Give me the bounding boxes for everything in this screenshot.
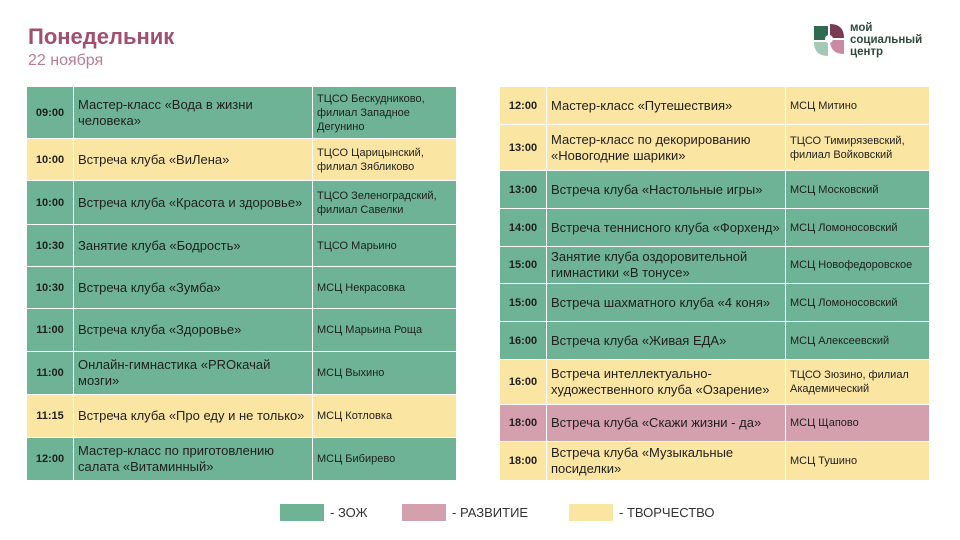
legend-label: - ТВОРЧЕСТВО <box>619 505 715 520</box>
event-location: МСЦ Новофедоровское <box>786 247 930 284</box>
schedule-row <box>27 309 457 352</box>
event-location: МСЦ Щапово <box>786 405 930 442</box>
event-location: ТЦСО Царицынский, филиал Зябликово <box>313 139 457 181</box>
event-title: Мастер-класс «Вода в жизни человека» <box>74 87 313 139</box>
event-location: МСЦ Ломоносовский <box>786 284 930 322</box>
schedule-row <box>27 438 457 481</box>
event-title: Встреча клуба «Настольные игры» <box>547 171 786 209</box>
event-time: 11:00 <box>27 352 74 395</box>
event-title: Встреча теннисного клуба «Форхенд» <box>547 209 786 247</box>
event-time: 16:00 <box>500 322 547 360</box>
logo-text-line: мой <box>850 22 873 34</box>
event-title: Занятие клуба «Бодрость» <box>74 225 313 267</box>
event-time: 14:00 <box>500 209 547 247</box>
event-time: 11:15 <box>27 395 74 438</box>
schedule-table-left <box>26 86 457 481</box>
event-time: 18:00 <box>500 405 547 442</box>
event-title: Встреча клуба «Про еду и не только» <box>74 395 313 438</box>
brand-logo <box>812 20 942 72</box>
event-location: ТЦСО Зеленоградский, филиал Савелки <box>313 181 457 225</box>
schedule-row <box>500 322 930 360</box>
event-time: 10:00 <box>27 181 74 225</box>
event-title: Встреча клуба «Музыкальные посиделки» <box>547 442 786 481</box>
event-time: 16:00 <box>500 360 547 405</box>
legend-label: - РАЗВИТИЕ <box>452 505 529 520</box>
event-location: МСЦ Ломоносовский <box>786 209 930 247</box>
event-time: 10:30 <box>27 267 74 309</box>
event-location: МСЦ Алексеевский <box>786 322 930 360</box>
schedule-row <box>500 209 930 247</box>
event-title: Встреча клуба «Красота и здоровье» <box>74 181 313 225</box>
schedule-row <box>500 171 930 209</box>
event-title: Онлайн-гимнастика «PROкачай мозги» <box>74 352 313 395</box>
event-title: Встреча интеллектуально-художественного клуба «Озарение» <box>547 360 786 405</box>
schedule-row <box>500 87 930 125</box>
logo-text-line: центр <box>850 46 884 58</box>
schedule-row <box>27 267 457 309</box>
schedule-row <box>27 181 457 225</box>
schedule-row <box>27 87 457 139</box>
event-location: МСЦ Митино <box>786 87 930 125</box>
event-time: 11:00 <box>27 309 74 352</box>
schedule-table-right <box>499 86 930 481</box>
event-title: Мастер-класс «Путешествия» <box>547 87 786 125</box>
schedule-row <box>27 395 457 438</box>
event-title: Встреча клуба «Здоровье» <box>74 309 313 352</box>
event-location: МСЦ Московский <box>786 171 930 209</box>
event-location: МСЦ Котловка <box>313 395 457 438</box>
logo-text-line: социальный <box>850 34 923 46</box>
event-time: 18:00 <box>500 442 547 481</box>
schedule-row <box>27 352 457 395</box>
schedule-row <box>500 442 930 481</box>
event-time: 13:00 <box>500 171 547 209</box>
event-time: 15:00 <box>500 284 547 322</box>
event-title: Встреча шахматного клуба «4 коня» <box>547 284 786 322</box>
event-location: ТЦСО Бескудниково, филиал Западное Дегунино <box>313 87 457 139</box>
schedule-row <box>500 125 930 171</box>
event-time: 12:00 <box>500 87 547 125</box>
event-time: 09:00 <box>27 87 74 139</box>
schedule-row <box>500 405 930 442</box>
event-time: 15:00 <box>500 247 547 284</box>
event-title: Встреча клуба «Живая ЕДА» <box>547 322 786 360</box>
event-time: 13:00 <box>500 125 547 171</box>
event-location: ТЦСО Зюзино, филиал Академический <box>786 360 930 405</box>
event-time: 10:00 <box>27 139 74 181</box>
legend-swatch <box>569 504 613 521</box>
schedule-row <box>500 284 930 322</box>
page-title: Понедельник <box>28 24 175 49</box>
page-subtitle: 22 ноября <box>28 52 104 69</box>
legend-swatch <box>402 504 446 521</box>
logo-mark-icon <box>812 20 846 70</box>
event-location: МСЦ Тушино <box>786 442 930 481</box>
event-title: Мастер-класс по декорированию «Новогодние шарики» <box>547 125 786 171</box>
event-location: МСЦ Бибирево <box>313 438 457 481</box>
schedule-row <box>500 247 930 284</box>
event-title: Встреча клуба «Зумба» <box>74 267 313 309</box>
schedule-row <box>27 139 457 181</box>
event-title: Встреча клуба «ВиЛена» <box>74 139 313 181</box>
legend-label: - ЗОЖ <box>330 505 368 520</box>
event-title: Встреча клуба «Скажи жизни - да» <box>547 405 786 442</box>
event-location: МСЦ Марьина Роща <box>313 309 457 352</box>
event-location: МСЦ Выхино <box>313 352 457 395</box>
event-title: Занятие клуба оздоровительной гимнастики «В тонусе» <box>547 247 786 284</box>
legend-swatch <box>280 504 324 521</box>
event-location: ТЦСО Тимирязевский, филиал Войковский <box>786 125 930 171</box>
event-location: ТЦСО Марьино <box>313 225 457 267</box>
schedule-row <box>27 225 457 267</box>
event-title: Мастер-класс по приготовлению салата «Витаминный» <box>74 438 313 481</box>
event-time: 10:30 <box>27 225 74 267</box>
event-time: 12:00 <box>27 438 74 481</box>
event-location: МСЦ Некрасовка <box>313 267 457 309</box>
schedule-row <box>500 360 930 405</box>
